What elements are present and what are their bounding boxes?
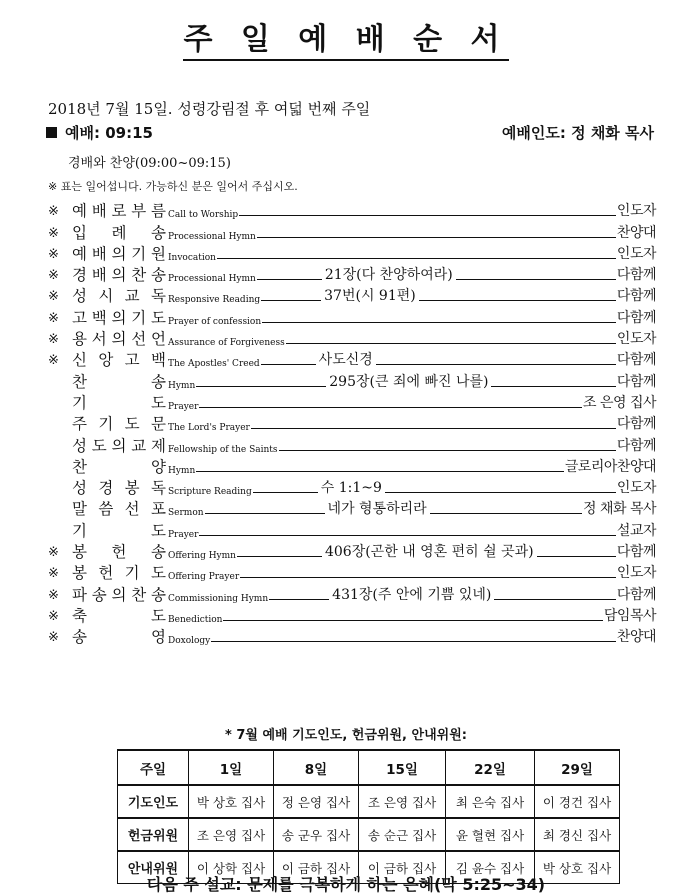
page-title-text: 주 일 예 배 순 서 — [183, 22, 508, 61]
leader-line — [491, 386, 615, 387]
schedule-title: * 7월 예배 기도인도, 헌금위원, 안내위원: — [225, 728, 467, 743]
stand-mark: ※ — [48, 289, 59, 305]
order-row — [48, 457, 656, 478]
schedule-row-label: 기도인도 — [118, 785, 189, 818]
leader-line — [262, 322, 616, 323]
order-detail: 431장(주 안에 기쁨 있네) — [332, 586, 492, 603]
schedule-header-cell: 22일 — [446, 750, 535, 785]
leader-line — [257, 237, 616, 238]
order-detail: 37번(시 91편) — [324, 288, 416, 305]
order-korean — [72, 414, 166, 435]
order-english: Responsive Reading — [168, 295, 261, 306]
order-korean — [72, 563, 166, 584]
order-korean-char: 시 — [98, 287, 114, 306]
leader-line — [196, 386, 326, 387]
schedule-cell: 정 은영 집사 — [274, 785, 359, 818]
order-detail: 수 1:1~9 — [320, 480, 382, 497]
stand-mark: ※ — [48, 332, 59, 348]
order-korean-char: 원 — [151, 244, 166, 263]
order-korean-char: 찬 — [131, 585, 147, 604]
order-korean — [72, 393, 166, 414]
order-korean-char: 의 — [111, 244, 127, 263]
order-korean — [72, 521, 166, 542]
order-korean-char: 배 — [91, 266, 107, 285]
order-korean-char: 예 — [72, 202, 87, 221]
leader-line — [240, 577, 616, 578]
order-korean — [72, 457, 166, 478]
schedule-header-cell: 1일 — [189, 750, 274, 785]
order-responsible: 다함께 — [616, 437, 656, 454]
order-korean-char: 용 — [72, 330, 87, 349]
leader-line — [253, 492, 318, 493]
order-english: Fellowship of the Saints — [168, 444, 278, 455]
schedule-cell: 최 경신 집사 — [535, 818, 620, 851]
order-detail: 406장(곤한 내 영혼 편히 쉴 곳과) — [324, 544, 534, 561]
order-korean-char: 송 — [91, 585, 107, 604]
order-korean-char: 문 — [150, 415, 166, 434]
order-detail: 21장(다 찬양하여라) — [324, 267, 453, 284]
schedule-cell: 이 경건 집사 — [535, 785, 620, 818]
order-english: Hymn — [168, 380, 196, 391]
leader-line — [261, 300, 321, 301]
order-english: Commissioning Hymn — [168, 593, 269, 604]
stand-mark: ※ — [48, 587, 59, 603]
order-korean-char: 성 — [72, 479, 87, 498]
order-row — [48, 393, 656, 414]
order-of-worship — [48, 201, 656, 648]
order-korean-char: 선 — [131, 330, 147, 349]
schedule-row — [118, 818, 620, 851]
order-korean-char: 언 — [151, 330, 166, 349]
order-korean-char: 봉 — [124, 479, 140, 498]
order-korean-char: 파 — [72, 585, 87, 604]
order-responsible: 글로리아찬양대 — [564, 458, 656, 475]
order-row — [48, 606, 656, 627]
order-korean-char: 의 — [111, 585, 127, 604]
praise-time: 경배와 찬양(09:00~09:15) — [68, 156, 231, 171]
leader-line — [251, 428, 616, 429]
order-row — [48, 584, 656, 605]
order-responsible: 인도자 — [616, 331, 656, 348]
stand-mark: ※ — [48, 608, 59, 624]
order-korean-char: 성 — [72, 436, 87, 455]
order-korean — [72, 585, 166, 606]
order-korean-char: 송 — [72, 628, 87, 647]
schedule-row — [118, 785, 620, 818]
order-korean-char: 앙 — [98, 351, 114, 370]
order-korean-char: 교 — [124, 287, 140, 306]
order-korean-char: 경 — [98, 479, 114, 498]
order-korean — [72, 478, 166, 499]
order-english: Hymn — [168, 465, 196, 476]
order-responsible: 조 은영 집사 — [582, 394, 656, 411]
leader-line — [537, 556, 616, 557]
order-row — [48, 435, 656, 456]
order-korean-char: 포 — [150, 500, 166, 519]
schedule-cell: 박 상호 집사 — [535, 851, 620, 884]
schedule-cell: 송 순근 집사 — [359, 818, 446, 851]
worship-leader: 예배인도: 정 채화 목사 — [501, 124, 654, 142]
order-korean-char: 독 — [150, 287, 166, 306]
order-english: Scripture Reading — [168, 487, 252, 498]
order-english: Prayer of confession — [168, 316, 262, 327]
order-row — [48, 520, 656, 541]
order-row — [48, 371, 656, 392]
order-row — [48, 499, 656, 520]
leader-line — [223, 620, 602, 621]
order-korean-char: 도 — [124, 415, 140, 434]
stand-mark: ※ — [48, 310, 59, 326]
service-time — [46, 122, 153, 143]
order-korean — [72, 286, 166, 307]
order-english: Call to Worship — [168, 210, 239, 221]
order-responsible: 인도자 — [616, 245, 656, 262]
schedule-row-label: 헌금위원 — [118, 818, 189, 851]
order-korean-char: 축 — [72, 606, 87, 625]
order-korean-char: 헌 — [111, 543, 127, 562]
stand-mark: ※ — [48, 630, 59, 646]
leader-line — [385, 492, 616, 493]
order-korean-char: 기 — [131, 308, 147, 327]
stand-mark: ※ — [48, 268, 59, 284]
order-korean-char: 도 — [151, 393, 166, 412]
order-row — [48, 201, 656, 222]
order-responsible: 설교자 — [616, 522, 656, 539]
order-korean-char: 도 — [151, 308, 166, 327]
order-korean-char: 송 — [151, 266, 166, 285]
stand-mark: ※ — [48, 225, 59, 241]
order-row — [48, 563, 656, 584]
schedule-table — [117, 749, 620, 884]
leader-line — [430, 513, 582, 514]
schedule-cell: 송 군우 집사 — [274, 818, 359, 851]
order-korean-char: 교 — [131, 436, 147, 455]
schedule-cell: 조 은영 집사 — [189, 818, 274, 851]
order-korean-char: 선 — [124, 500, 140, 519]
schedule-cell: 이 금하 집사 — [274, 851, 359, 884]
order-korean-char: 고 — [124, 351, 140, 370]
next-sermon: 다음 주 설교: 문제를 극복하게 하는 은혜(막 5:25~34) — [146, 875, 546, 894]
order-korean — [72, 627, 166, 648]
schedule-cell: 이 상학 집사 — [189, 851, 274, 884]
order-korean — [72, 372, 166, 393]
order-responsible: 다함께 — [616, 309, 656, 326]
schedule-cell: 윤 혈현 집사 — [446, 818, 535, 851]
order-row — [48, 350, 656, 371]
order-responsible: 인도자 — [616, 203, 656, 220]
leader-line — [376, 364, 616, 365]
order-english: Invocation — [168, 252, 216, 263]
order-korean-char: 의 — [111, 330, 127, 349]
leader-line — [419, 300, 616, 301]
order-korean — [72, 308, 166, 329]
order-korean — [72, 606, 166, 627]
stand-note: ※ 표는 일어섭니다. 가능하신 분은 일어서 주십시오. — [48, 180, 298, 193]
order-korean-char: 도 — [151, 521, 166, 540]
order-responsible: 찬양대 — [616, 224, 656, 241]
order-korean-char: 찬 — [72, 457, 87, 476]
order-korean-char: 주 — [72, 415, 87, 434]
stand-mark: ※ — [48, 246, 59, 262]
order-korean-char: 도 — [91, 436, 107, 455]
order-korean — [72, 223, 166, 244]
order-row — [48, 286, 656, 307]
order-english: Doxology — [168, 636, 211, 647]
schedule-cell: 박 상호 집사 — [189, 785, 274, 818]
order-responsible: 다함께 — [616, 373, 656, 390]
schedule-header-cell: 29일 — [535, 750, 620, 785]
order-korean-char: 백 — [150, 351, 166, 370]
service-time-text: 예배: 09:15 — [65, 124, 153, 142]
order-korean-char: 찬 — [72, 372, 87, 391]
leader-line — [239, 215, 616, 216]
leader-line — [456, 279, 616, 280]
order-row — [48, 414, 656, 435]
order-korean-char: 송 — [151, 223, 166, 242]
order-korean-char: 기 — [72, 521, 87, 540]
order-korean-char: 서 — [91, 330, 107, 349]
leader-line — [261, 364, 316, 365]
order-detail: 네가 형통하리라 — [327, 501, 427, 518]
order-korean-char: 양 — [151, 457, 166, 476]
leader-line — [199, 535, 615, 536]
square-bullet-icon — [46, 127, 57, 138]
order-row — [48, 307, 656, 328]
order-korean-char: 도 — [150, 564, 166, 583]
order-responsible: 다함께 — [616, 267, 656, 284]
order-korean-char: 기 — [131, 244, 147, 263]
leader-line — [237, 556, 322, 557]
order-korean-char: 고 — [72, 308, 87, 327]
schedule-cell: 김 윤수 집사 — [446, 851, 535, 884]
order-row — [48, 542, 656, 563]
order-korean-char: 배 — [91, 202, 107, 221]
order-korean-char: 배 — [91, 244, 107, 263]
order-korean — [72, 265, 166, 286]
order-korean-char: 입 — [72, 223, 87, 242]
order-korean — [72, 201, 166, 222]
order-korean-char: 례 — [111, 223, 127, 242]
order-english: The Lord's Prayer — [168, 423, 250, 434]
leader-line — [199, 407, 582, 408]
schedule-cell: 조 은영 집사 — [359, 785, 446, 818]
order-korean-char: 제 — [151, 436, 166, 455]
order-responsible: 다함께 — [616, 544, 656, 561]
order-responsible: 다함께 — [616, 586, 656, 603]
order-responsible: 인도자 — [616, 480, 656, 497]
order-korean-char: 기 — [124, 564, 140, 583]
order-english: The Apostles' Creed — [168, 359, 260, 370]
stand-mark: ※ — [48, 545, 59, 561]
order-english: Benediction — [168, 614, 223, 625]
schedule-row-label: 안내위원 — [118, 851, 189, 884]
order-korean-char: 찬 — [131, 266, 147, 285]
order-korean-char: 경 — [72, 266, 87, 285]
order-korean-char: 씀 — [98, 500, 114, 519]
order-korean-char: 송 — [151, 543, 166, 562]
order-detail: 사도신경 — [318, 352, 373, 369]
order-korean-char: 헌 — [98, 564, 114, 583]
order-korean — [72, 244, 166, 265]
order-korean-char: 름 — [151, 202, 166, 221]
leader-line — [279, 450, 616, 451]
order-korean-char: 예 — [72, 244, 87, 263]
order-row — [48, 244, 656, 265]
order-row — [48, 329, 656, 350]
order-korean — [72, 436, 166, 457]
order-english: Prayer — [168, 401, 199, 412]
order-korean-char: 봉 — [72, 564, 87, 583]
service-date: 2018년 7월 15일. 성령강림절 후 여덟 번째 주일 — [48, 100, 371, 118]
schedule-cell: 이 금하 집사 — [359, 851, 446, 884]
leader-line — [205, 513, 325, 514]
order-korean-char: 기 — [98, 415, 114, 434]
schedule-header-cell: 8일 — [274, 750, 359, 785]
leader-line — [494, 599, 616, 600]
order-english: Sermon — [168, 508, 204, 519]
leader-line — [196, 471, 564, 472]
order-english: Assurance of Forgiveness — [168, 338, 285, 349]
order-korean-char: 의 — [111, 308, 127, 327]
stand-mark: ※ — [48, 353, 59, 369]
order-korean-char: 의 — [111, 266, 127, 285]
order-korean-char: 로 — [111, 202, 127, 221]
order-korean-char: 말 — [72, 500, 87, 519]
leader-line — [257, 279, 322, 280]
schedule-header-cell: 주일 — [118, 750, 189, 785]
leader-line — [217, 258, 616, 259]
order-korean-char: 도 — [151, 606, 166, 625]
schedule-header-row — [118, 750, 620, 785]
leader-line — [211, 641, 616, 642]
order-korean-char: 부 — [131, 202, 147, 221]
order-responsible: 다함께 — [616, 416, 656, 433]
stand-mark: ※ — [48, 204, 59, 220]
order-english: Processional Hymn — [168, 231, 256, 242]
leader-line — [269, 599, 329, 600]
order-responsible: 다함께 — [616, 288, 656, 305]
order-row — [48, 265, 656, 286]
page-title — [0, 14, 692, 58]
order-korean — [72, 542, 166, 563]
order-english: Processional Hymn — [168, 274, 256, 285]
order-korean-char: 의 — [111, 436, 127, 455]
schedule-cell: 최 은숙 집사 — [446, 785, 535, 818]
order-detail: 295장(큰 죄에 빠진 나를) — [329, 373, 489, 390]
order-korean — [72, 329, 166, 350]
order-korean-char: 영 — [151, 628, 166, 647]
order-korean — [72, 499, 166, 520]
order-korean-char: 독 — [150, 479, 166, 498]
schedule-header-cell: 15일 — [359, 750, 446, 785]
order-row — [48, 478, 656, 499]
order-responsible: 찬양대 — [616, 629, 656, 646]
order-korean-char: 송 — [151, 372, 166, 391]
leader-line — [286, 343, 616, 344]
stand-mark: ※ — [48, 566, 59, 582]
order-korean-char: 송 — [151, 585, 166, 604]
order-responsible: 다함께 — [616, 352, 656, 369]
order-english: Prayer — [168, 529, 199, 540]
order-korean-char: 기 — [72, 393, 87, 412]
order-english: Offering Prayer — [168, 572, 240, 583]
order-korean — [72, 350, 166, 371]
order-row — [48, 627, 656, 648]
order-responsible: 담임목사 — [603, 607, 656, 624]
order-korean-char: 백 — [91, 308, 107, 327]
order-responsible: 정 채화 목사 — [582, 501, 656, 518]
order-korean-char: 봉 — [72, 543, 87, 562]
order-korean-char: 신 — [72, 351, 87, 370]
order-english: Offering Hymn — [168, 551, 236, 562]
order-row — [48, 222, 656, 243]
order-responsible: 인도자 — [616, 565, 656, 582]
order-korean-char: 성 — [72, 287, 87, 306]
